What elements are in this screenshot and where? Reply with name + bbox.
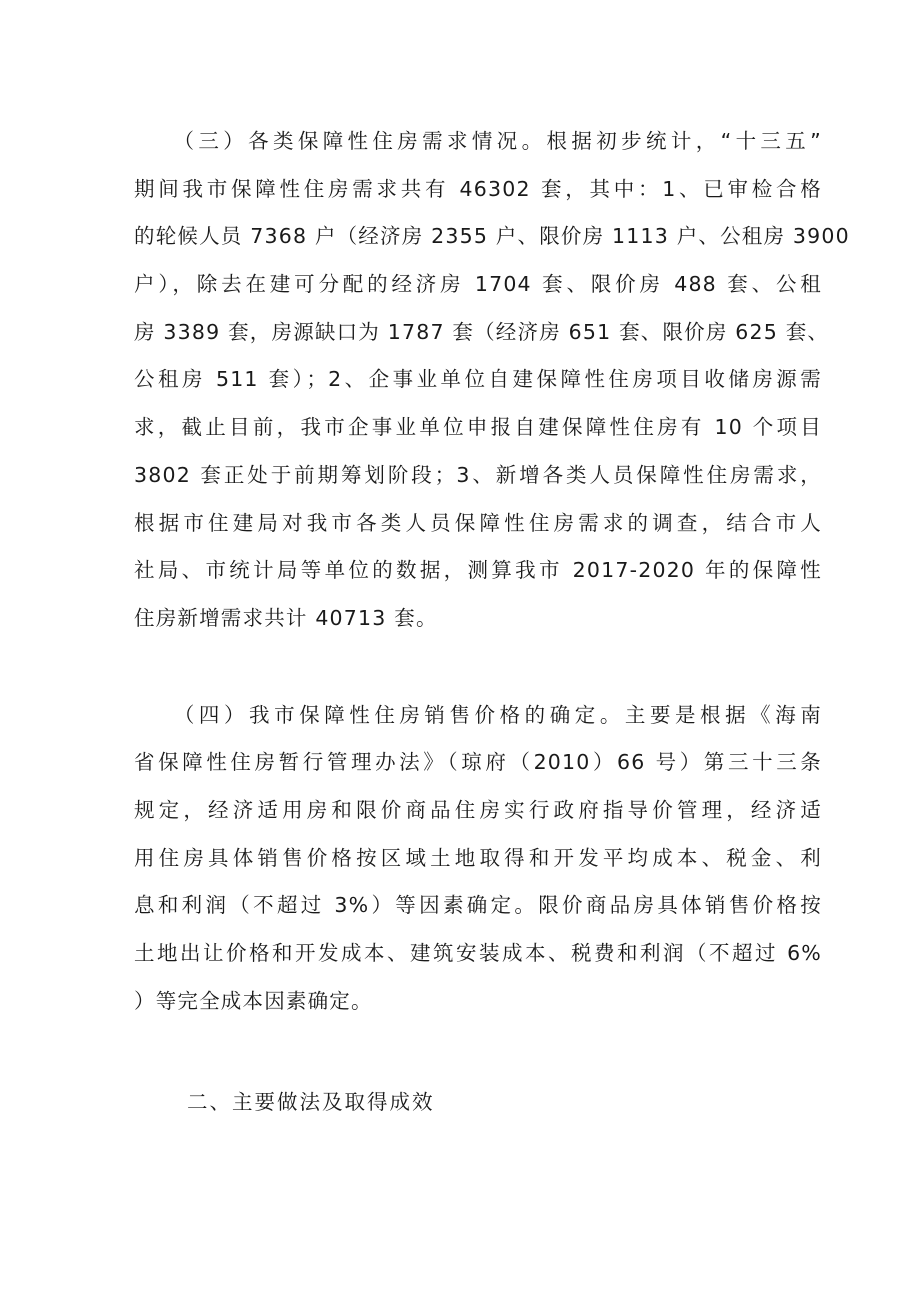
text-line: 社局、市统计局等单位的数据，测算我市 2017-2020 年的保障性 — [134, 558, 822, 583]
text-line: 规定，经济适用房和限价商品住房实行政府指导价管理，经济适 — [134, 797, 822, 822]
text-line: 房 3389 套，房源缺口为 1787 套（经济房 651 套、限价房 625 套、 — [134, 319, 830, 344]
text-line: （四）我市保障性住房销售价格的确定。主要是根据《海南 — [134, 702, 822, 727]
paragraph-section-4 — [134, 692, 822, 1026]
text-line: 户），除去在建可分配的经济房 1704 套、限价房 488 套、公租 — [134, 272, 822, 297]
text-line: 的轮候人员 7368 户（经济房 2355 户、限价房 1113 户、公租房 3900 — [134, 224, 850, 249]
text-line: 用住房具体销售价格按区域土地取得和开发平均成本、税金、利 — [134, 845, 822, 870]
text-line: 公租房 511 套）；2、企事业单位自建保障性住房项目收储房源需 — [134, 367, 822, 392]
text-line: 住房新增需求共计 40713 套。 — [134, 605, 438, 630]
text-line: （三）各类保障性住房需求情况。根据初步统计，“十三五” — [134, 129, 822, 153]
text-line: 息和利润（不超过 3%）等因素确定。限价商品房具体销售价格按 — [134, 893, 822, 918]
text-line: 省保障性住房暂行管理办法》（琼府（2010）66 号）第三十三条 — [134, 750, 822, 775]
text-line: 求，截止目前，我市企事业单位申报自建保障性住房有 10 个项目 — [134, 415, 822, 440]
text-line: 3802 套正处于前期筹划阶段；3、新增各类人员保障性住房需求， — [134, 462, 822, 487]
paragraph-section-3 — [134, 118, 850, 643]
text-line: 期间我市保障性住房需求共有 46302 套，其中：1、已审检合格 — [134, 176, 822, 201]
text-line: 土地出让价格和开发成本、建筑安装成本、税费和利润（不超过 6% — [134, 941, 822, 965]
text-line: ）等完全成本因素确定。 — [134, 988, 373, 1013]
document-page — [134, 118, 850, 1127]
text-line: 根据市住建局对我市各类人员保障性住房需求的调查，结合市人 — [134, 510, 822, 535]
section-heading: 二、主要做法及取得成效 — [187, 1090, 435, 1115]
